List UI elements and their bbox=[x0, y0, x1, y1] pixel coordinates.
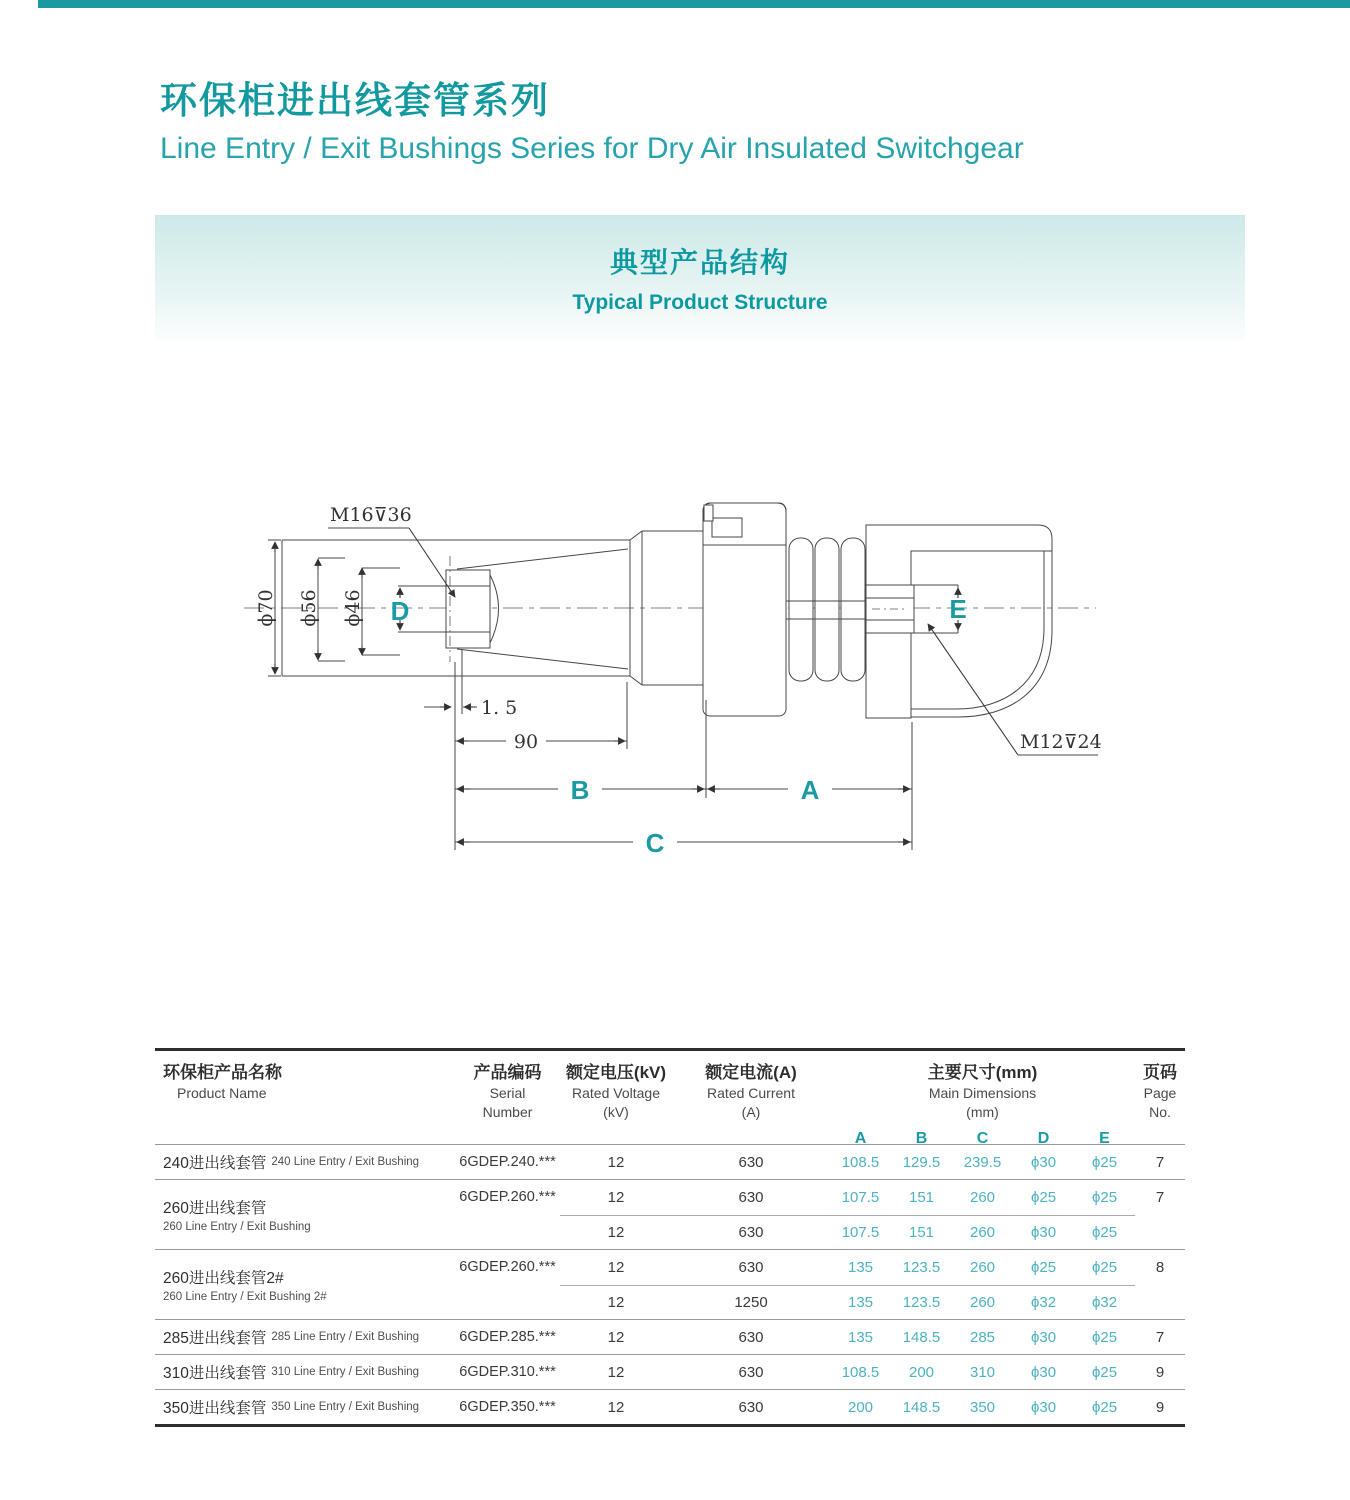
product-name-en: 240 Line Entry / Exit Bushing bbox=[271, 1156, 420, 1168]
dim-label-b: B bbox=[570, 775, 590, 805]
product-name bbox=[155, 1320, 455, 1354]
dimension-value: ϕ25 bbox=[1091, 1153, 1118, 1171]
page-number: 7 bbox=[1155, 1153, 1165, 1171]
page-number: 8 bbox=[1155, 1258, 1165, 1276]
dimension-value: ϕ25 bbox=[1030, 1258, 1057, 1276]
table-row bbox=[155, 1355, 1185, 1390]
dia70-label: ϕ70 bbox=[255, 589, 277, 627]
dimension-value: 285 bbox=[969, 1328, 996, 1346]
dimension-value: 148.5 bbox=[902, 1328, 941, 1346]
dimension-value: 260 bbox=[969, 1258, 996, 1276]
col-header-serial: 产品编码 Serial Number bbox=[473, 1063, 542, 1120]
dimension-value: 135 bbox=[847, 1258, 874, 1276]
dimension-value: 200 bbox=[908, 1363, 935, 1381]
dimension-value: ϕ32 bbox=[1074, 1285, 1135, 1320]
dimension-value: ϕ25 bbox=[1074, 1215, 1135, 1250]
dimension-value: 129.5 bbox=[902, 1153, 941, 1171]
col-header-page: 页码 Page No. bbox=[1143, 1063, 1177, 1120]
section-banner bbox=[155, 215, 1245, 340]
thread-callout-top: M16⊽36 bbox=[330, 504, 412, 526]
right-body bbox=[911, 551, 1052, 718]
page-header bbox=[160, 70, 1024, 166]
dim-label-a: A bbox=[800, 775, 820, 805]
rated-voltage: 12 bbox=[607, 1328, 625, 1346]
sub-rows bbox=[455, 1250, 1185, 1319]
dimension-value: 123.5 bbox=[902, 1258, 941, 1276]
product-name bbox=[155, 1390, 455, 1424]
col-header-voltage: 额定电压(kV) Rated Voltage (kV) bbox=[565, 1063, 667, 1120]
page-number: 7 bbox=[1155, 1188, 1165, 1206]
sub-row bbox=[455, 1215, 1185, 1250]
dimension-value: 350 bbox=[969, 1398, 996, 1416]
dim-col-letter: A bbox=[854, 1130, 867, 1147]
sub-row bbox=[455, 1250, 1185, 1285]
col-header-dimensions: 主要尺寸(mm) Main Dimensions (mm) A B C D E bbox=[830, 1058, 1135, 1144]
product-name-cn: 285进出线套管 bbox=[163, 1330, 267, 1347]
page-number: 9 bbox=[1155, 1363, 1165, 1381]
sub-row bbox=[455, 1180, 1185, 1215]
bellows-lobe bbox=[815, 538, 839, 681]
dimension-value: ϕ25 bbox=[1091, 1328, 1118, 1346]
serial-number: 6GDEP.260.*** bbox=[459, 1259, 556, 1276]
rated-current: 630 bbox=[738, 1258, 764, 1276]
table-header bbox=[155, 1048, 1185, 1145]
dimension-value: 260 bbox=[969, 1188, 996, 1206]
serial-number bbox=[455, 1285, 560, 1320]
wall-dim: 1. 5 bbox=[481, 697, 518, 719]
dimension-value: ϕ25 bbox=[1091, 1258, 1118, 1276]
table-row bbox=[155, 1145, 1185, 1180]
page-number: 9 bbox=[1155, 1398, 1165, 1416]
dimension-value: ϕ25 bbox=[1030, 1188, 1057, 1206]
col-header-product: 环保柜产品名称 Product Name bbox=[163, 1063, 282, 1101]
dim-col-letter: C bbox=[976, 1130, 989, 1147]
dimension-value: 151 bbox=[908, 1188, 935, 1206]
dimension-value: 135 bbox=[830, 1285, 891, 1320]
technical-drawing bbox=[225, 455, 1130, 875]
col-header-current: 额定电流(A) Rated Current (A) bbox=[705, 1063, 797, 1120]
serial-number: 6GDEP.260.*** bbox=[459, 1189, 556, 1206]
sub-rows bbox=[455, 1180, 1185, 1249]
product-name-cn: 260进出线套管 bbox=[163, 1200, 267, 1217]
product-name bbox=[155, 1355, 455, 1389]
page-number: 7 bbox=[1155, 1328, 1165, 1346]
dimension-value: 108.5 bbox=[841, 1363, 880, 1381]
rated-current: 630 bbox=[738, 1363, 764, 1381]
dim-col-letter: B bbox=[915, 1130, 928, 1147]
table-row bbox=[155, 1320, 1185, 1355]
dimension-value: 123.5 bbox=[891, 1285, 952, 1320]
dimension-value: ϕ30 bbox=[1030, 1153, 1057, 1171]
page-number bbox=[1135, 1285, 1185, 1320]
page-title-cn: 环保柜进出线套管系列 bbox=[160, 80, 550, 121]
serial-number: 6GDEP.310.*** bbox=[459, 1364, 556, 1380]
dim-col-letter: D bbox=[1037, 1130, 1050, 1147]
dimension-value: 260 bbox=[952, 1215, 1013, 1250]
rated-current: 630 bbox=[738, 1328, 764, 1346]
product-table bbox=[155, 1048, 1185, 1427]
dimension-value: 108.5 bbox=[841, 1153, 880, 1171]
rated-voltage: 12 bbox=[607, 1398, 625, 1416]
dimension-value: 135 bbox=[847, 1328, 874, 1346]
product-name-cn: 260进出线套管2# bbox=[163, 1270, 284, 1287]
dia46-label: ϕ46 bbox=[342, 589, 364, 627]
serial-number: 6GDEP.285.*** bbox=[459, 1329, 556, 1345]
product-name-cn: 310进出线套管 bbox=[163, 1365, 267, 1382]
dimension-value: 151 bbox=[891, 1215, 952, 1250]
serial-number bbox=[455, 1215, 560, 1250]
sub-row bbox=[455, 1285, 1185, 1320]
socket bbox=[446, 570, 490, 648]
product-name-cn: 350进出线套管 bbox=[163, 1400, 267, 1417]
dimension-value: 107.5 bbox=[830, 1215, 891, 1250]
banner-title-en: Typical Product Structure bbox=[572, 290, 828, 314]
thread-callout-side: M12⊽24 bbox=[1020, 731, 1102, 753]
rated-voltage: 12 bbox=[560, 1285, 672, 1320]
rated-current: 630 bbox=[672, 1215, 830, 1250]
serial-number: 6GDEP.350.*** bbox=[459, 1399, 556, 1415]
product-name-en: 350 Line Entry / Exit Bushing bbox=[271, 1401, 420, 1413]
product-name-en: 260 Line Entry / Exit Bushing bbox=[163, 1221, 311, 1233]
table-row bbox=[155, 1250, 1185, 1320]
dimension-value: 107.5 bbox=[841, 1188, 880, 1206]
product-name bbox=[155, 1250, 455, 1319]
bellows-lobe bbox=[841, 538, 865, 681]
serial-number: 6GDEP.240.*** bbox=[459, 1154, 556, 1170]
product-table-body bbox=[155, 1145, 1185, 1424]
dimension-value: ϕ30 bbox=[1030, 1398, 1057, 1416]
dim-label-c: C bbox=[645, 828, 665, 858]
rated-voltage: 12 bbox=[607, 1188, 625, 1206]
rated-current: 1250 bbox=[672, 1285, 830, 1320]
dimension-value: ϕ25 bbox=[1091, 1363, 1118, 1381]
table-row bbox=[155, 1180, 1185, 1250]
rated-current: 630 bbox=[738, 1188, 764, 1206]
dim-col-letter: E bbox=[1099, 1130, 1110, 1147]
product-name-en: 310 Line Entry / Exit Bushing bbox=[271, 1366, 420, 1378]
dimension-value: ϕ30 bbox=[1030, 1328, 1057, 1346]
dia56-label: ϕ56 bbox=[298, 589, 320, 627]
dimension-value: 260 bbox=[952, 1285, 1013, 1320]
dimension-value: 310 bbox=[969, 1363, 996, 1381]
rated-current: 630 bbox=[738, 1398, 764, 1416]
dimension-value: ϕ25 bbox=[1091, 1398, 1118, 1416]
rated-current: 630 bbox=[738, 1153, 764, 1171]
page-title-en: Line Entry / Exit Bushings Series for Dry Air Insulated Switchgear bbox=[160, 132, 1024, 165]
product-name-cn: 240进出线套管 bbox=[163, 1155, 267, 1172]
bellows-lobe bbox=[789, 538, 813, 681]
table-row bbox=[155, 1390, 1185, 1424]
dim-label-e: E bbox=[949, 594, 967, 624]
dimension-value: 148.5 bbox=[902, 1398, 941, 1416]
dimension-value: ϕ30 bbox=[1013, 1215, 1074, 1250]
product-name bbox=[155, 1180, 455, 1249]
rated-voltage: 12 bbox=[607, 1258, 625, 1276]
dimension-value: 200 bbox=[847, 1398, 874, 1416]
top-accent-bar bbox=[38, 0, 1350, 8]
len90-dim: 90 bbox=[513, 731, 539, 753]
dimension-value: ϕ32 bbox=[1013, 1285, 1074, 1320]
rated-voltage: 12 bbox=[607, 1153, 625, 1171]
product-name-en: 285 Line Entry / Exit Bushing bbox=[271, 1331, 420, 1343]
rated-voltage: 12 bbox=[607, 1363, 625, 1381]
dimension-value: ϕ25 bbox=[1091, 1188, 1118, 1206]
rated-voltage: 12 bbox=[560, 1215, 672, 1250]
dimension-value: ϕ30 bbox=[1030, 1363, 1057, 1381]
product-name-en: 260 Line Entry / Exit Bushing 2# bbox=[163, 1291, 327, 1303]
dimension-value: 239.5 bbox=[963, 1153, 1002, 1171]
page-number bbox=[1135, 1215, 1185, 1250]
dim-label-d: D bbox=[390, 596, 410, 626]
banner-title-cn: 典型产品结构 bbox=[609, 246, 790, 278]
product-name bbox=[155, 1145, 455, 1179]
